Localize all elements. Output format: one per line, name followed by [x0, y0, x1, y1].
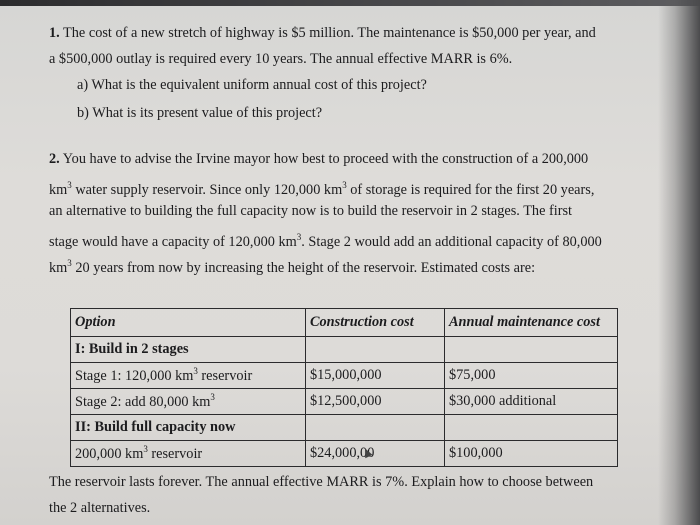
table-header-row: [71, 309, 618, 337]
q2-line-1: 2. You have to advise the Irvine mayor how best to proceed with the construction of a 200,000: [49, 151, 589, 167]
table-row: [71, 337, 618, 363]
q1-line-1: 1. The cost of a new stretch of highway is $5 million. The maintenance is $50,000 per year, and: [49, 25, 596, 41]
q1-number: 1.: [49, 25, 60, 41]
row1-maintenance: $75,000: [445, 363, 618, 389]
q2-line-3: an alternative to building the full capacity now is to build the reservoir in 2 stages. The first: [49, 203, 573, 219]
row2-maintenance: $30,000 additional: [445, 389, 618, 415]
page-shadow-right: [658, 0, 700, 525]
page-edge-top: [0, 0, 700, 6]
q1-part-b: b) What is its present value of this project?: [77, 105, 323, 121]
header-option: Option: [71, 309, 306, 337]
q1-line-2: a $500,000 outlay is required every 10 years. The annual effective MARR is 6%.: [49, 51, 513, 67]
q2-line-2: $km^3$ water supply reservoir. Since only 120,000 $km^3$ of storage is required for the first 20 years,: [49, 180, 595, 198]
header-construction-cost: Construction cost: [306, 309, 445, 337]
q2-line-5: $km^3$ 20 years from now by increasing the height of the reservoir. Estimated costs are:: [49, 258, 536, 276]
table-row: [71, 389, 618, 415]
table-row: [71, 415, 618, 441]
q1-part-a: a) What is the equivalent uniform annual cost of this project?: [77, 77, 427, 93]
row1-option: Stage 1: 120,000 $km^3$ reservoir: [71, 363, 306, 389]
q2-line-4: stage would have a capacity of 120,000 $km^3$. Stage 2 would add an additional capacity of 80,000: [49, 232, 602, 250]
row2-option: Stage 2: add 80,000 $km^3$: [71, 389, 306, 415]
q2-number: 2.: [49, 151, 60, 167]
row2-construction: $12,500,000: [306, 389, 445, 415]
table-row: [71, 441, 618, 467]
row3-option: 200,000 $km^3$ reservoir: [71, 441, 306, 467]
group-1-label: I: Build in 2 stages: [71, 337, 306, 363]
group-2-label: II: Build full capacity now: [71, 415, 306, 441]
footer-text: [49, 469, 593, 521]
row3-maintenance: $100,000: [445, 441, 618, 467]
footer-line-2: the 2 alternatives.: [49, 500, 151, 516]
row3-construction: $24,000,00: [306, 441, 445, 467]
cost-table: [70, 308, 618, 467]
footer-line-1: The reservoir lasts forever. The annual effective MARR is 7%. Explain how to choose between: [49, 474, 594, 490]
row1-construction: $15,000,000: [306, 363, 445, 389]
question-1: [49, 20, 596, 128]
table-row: [71, 363, 618, 389]
question-2: [49, 146, 602, 276]
header-annual-maintenance-cost: Annual maintenance cost: [445, 309, 618, 337]
